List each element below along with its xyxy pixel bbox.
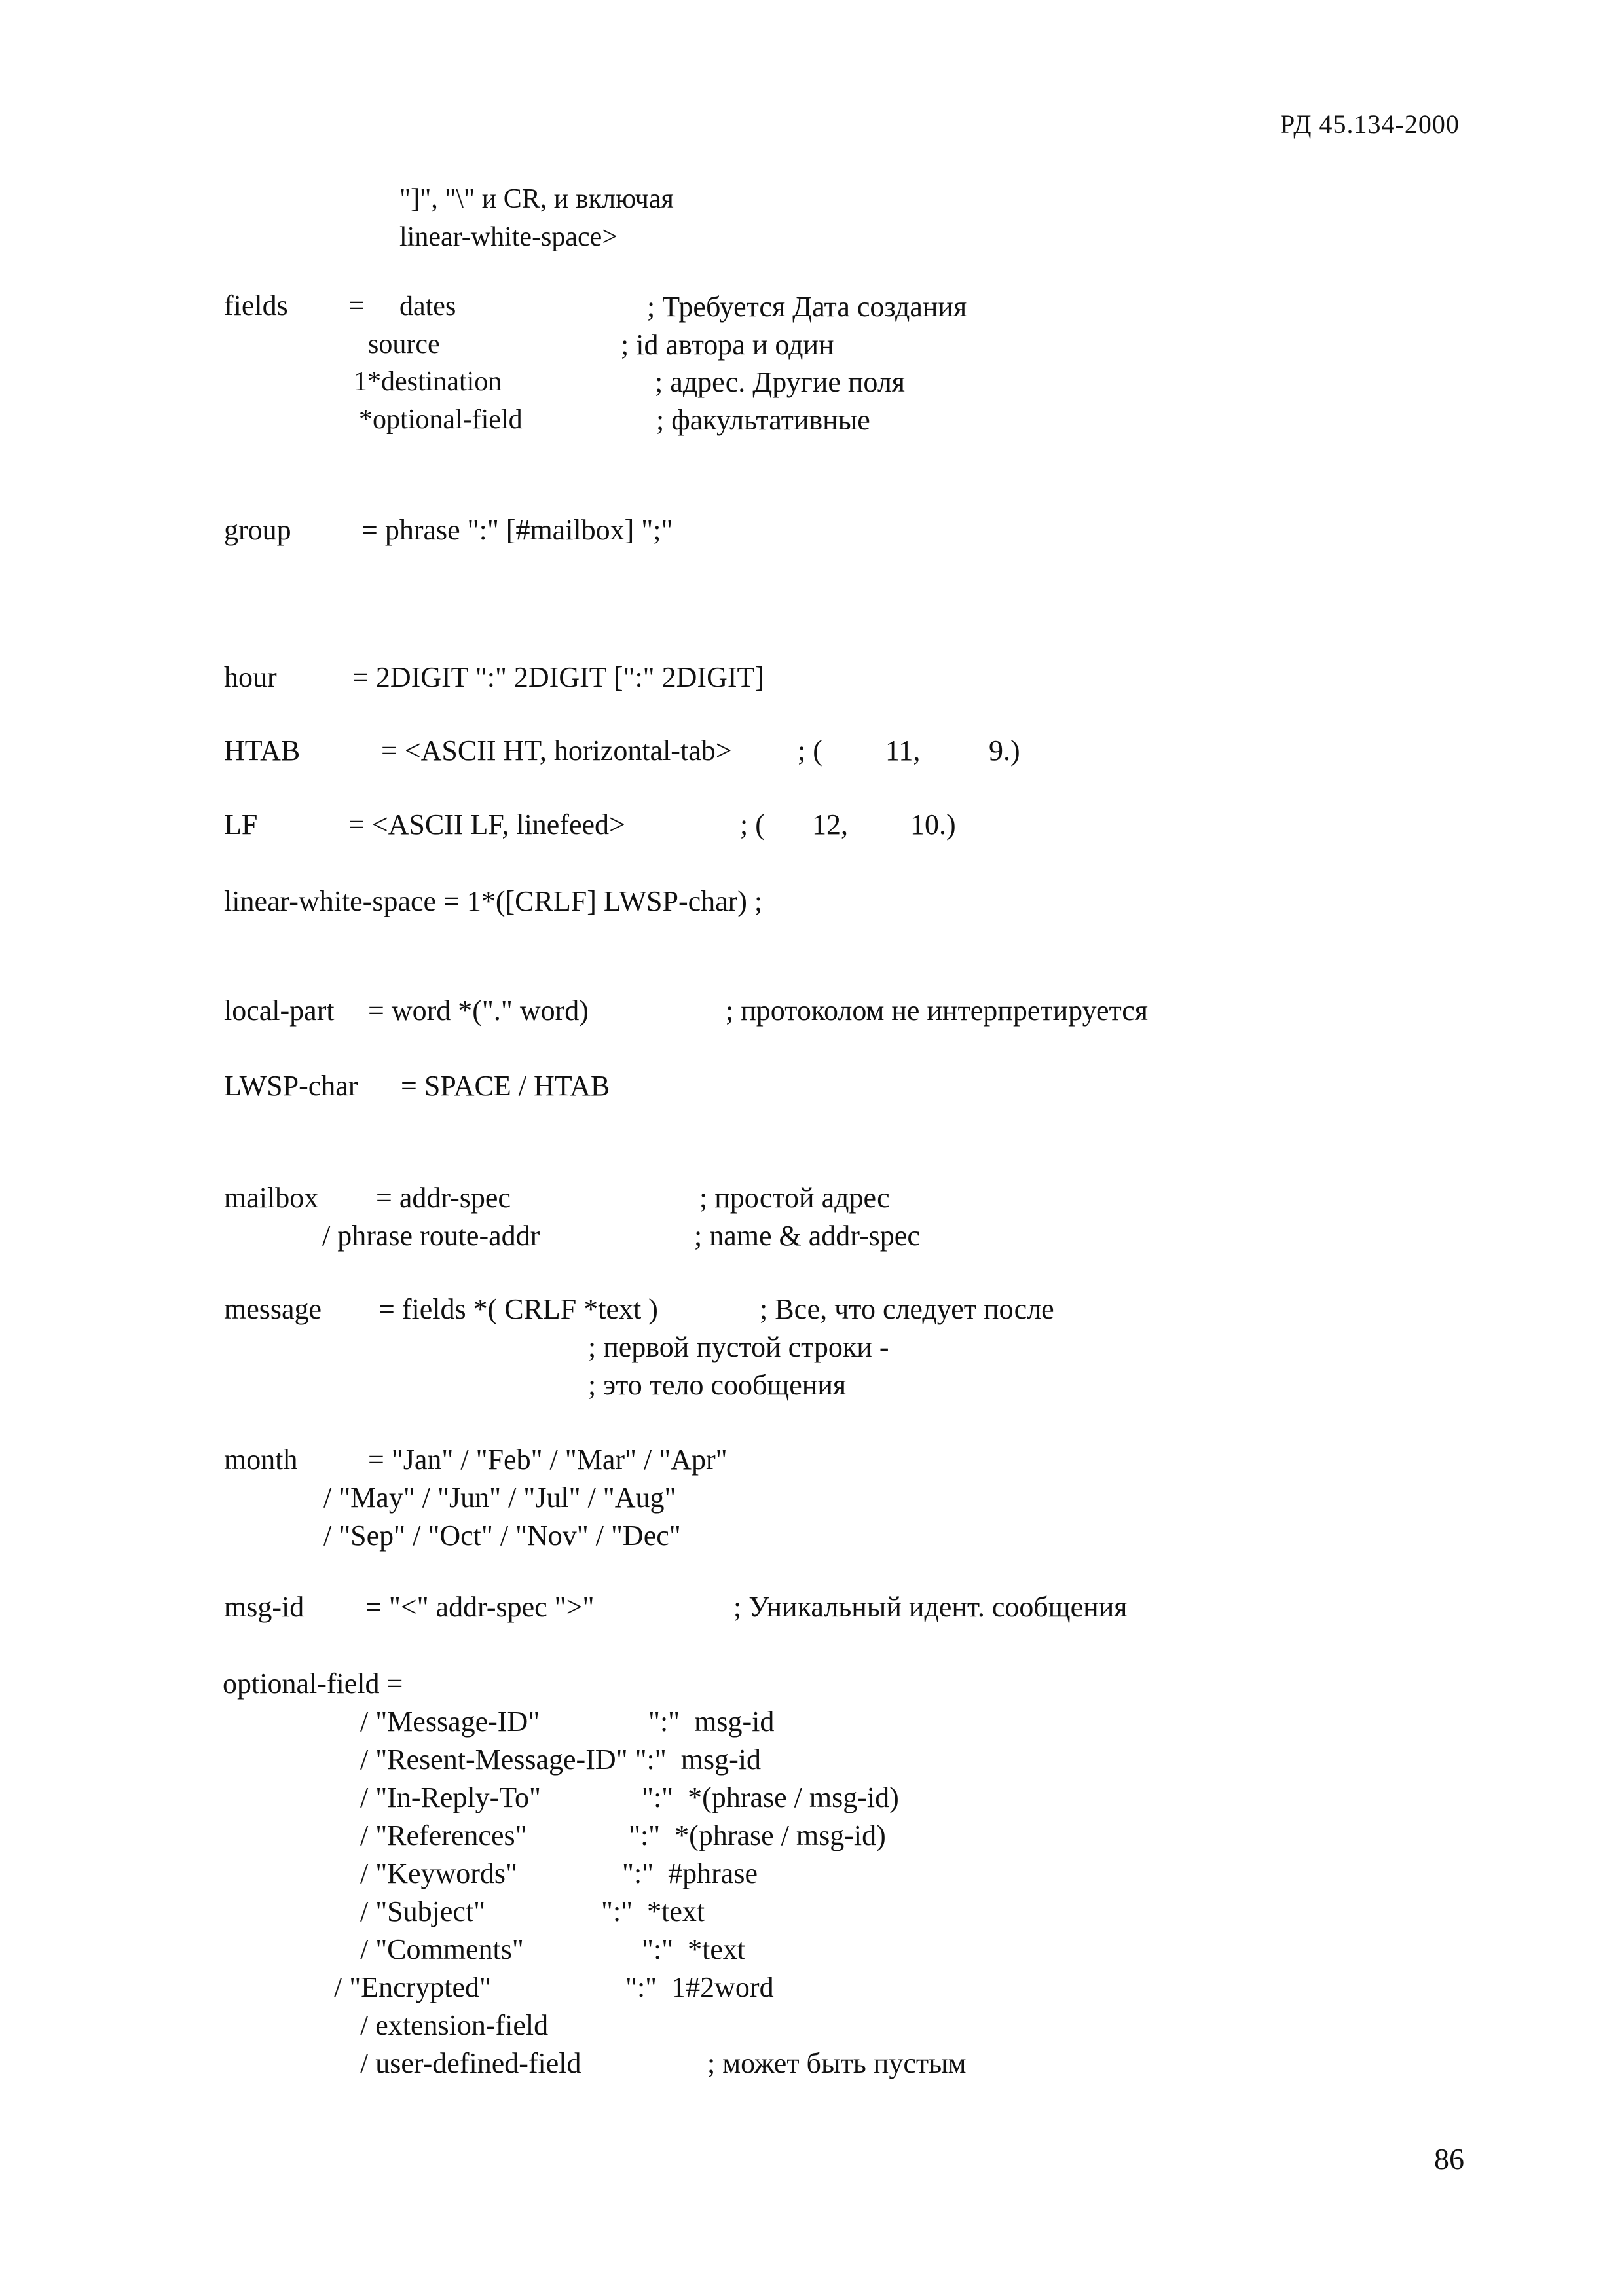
optional-field-alt: / user-defined-field bbox=[360, 2047, 581, 2079]
rule-htab-decimal: 9.) bbox=[989, 735, 1020, 767]
rule-mailbox-def: = addr-spec bbox=[376, 1182, 511, 1214]
rule-fields-comment-1: ; Требуется Дата создания bbox=[647, 291, 967, 323]
rule-fields-destination: 1*destination bbox=[354, 367, 502, 397]
rule-message-comment-1: ; Все, что следует после bbox=[760, 1293, 1054, 1325]
rule-local-part-name: local-part bbox=[224, 994, 335, 1027]
optional-field-alt: / "Resent-Message-ID" ":" msg-id bbox=[360, 1743, 761, 1776]
rule-month-line-2: / "May" / "Jun" / "Jul" / "Aug" bbox=[323, 1482, 676, 1514]
rule-htab-def: = <ASCII HT, horizontal-tab> bbox=[381, 735, 732, 767]
optional-field-alt: / "Comments" bbox=[360, 1933, 524, 1965]
rule-hour-name: hour bbox=[224, 661, 277, 693]
rule-group-def: = phrase ":" [#mailbox] ";" bbox=[361, 514, 673, 546]
rule-mailbox-comment-2: ; name & addr-spec bbox=[694, 1220, 920, 1252]
rule-htab-name: HTAB bbox=[224, 735, 301, 767]
rule-fields-source: source bbox=[368, 329, 440, 359]
rule-fields-comment-4: ; факультативные bbox=[656, 404, 870, 436]
optional-field-alt: / "Encrypted" bbox=[334, 1971, 491, 2003]
rule-lf-def: = <ASCII LF, linefeed> bbox=[348, 809, 625, 841]
rule-lf-comment: ; ( bbox=[740, 809, 765, 841]
rule-message-name: message bbox=[224, 1293, 322, 1325]
rule-lwsp-char-name: LWSP-char bbox=[224, 1070, 358, 1102]
rule-fields-optional: *optional-field bbox=[359, 405, 523, 435]
optional-field-alt: / "Keywords" bbox=[360, 1857, 518, 1889]
optional-field-value: ":" #phrase bbox=[622, 1857, 758, 1889]
rule-mailbox-comment-1: ; простой адрес bbox=[699, 1182, 890, 1214]
rule-month-line-3: / "Sep" / "Oct" / "Nov" / "Dec" bbox=[323, 1520, 681, 1552]
optional-field-value: ":" *(phrase / msg-id) bbox=[629, 1819, 886, 1851]
rule-msg-id-name: msg-id bbox=[224, 1591, 304, 1623]
rule-local-part-def: = word *("." word) bbox=[368, 994, 589, 1027]
optional-field-alt: / extension-field bbox=[360, 2009, 549, 2041]
optional-field-alt: / "In-Reply-To" bbox=[360, 1781, 542, 1813]
rule-fields-eq: = bbox=[348, 289, 365, 321]
optional-field-value: ":" msg-id bbox=[648, 1705, 775, 1738]
rule-msg-id-def: = "<" addr-spec ">" bbox=[365, 1591, 595, 1623]
rule-fields-comment-2: ; id автора и один bbox=[621, 329, 834, 361]
optional-field-alt: / "Message-ID" bbox=[360, 1705, 540, 1738]
page-number: 86 bbox=[1434, 2142, 1464, 2176]
optional-field-value: ":" *(phrase / msg-id) bbox=[642, 1781, 899, 1813]
rule-linear-white-space: linear-white-space = 1*([CRLF] LWSP-char) ; bbox=[224, 885, 763, 917]
rule-lf-octal: 12, bbox=[812, 809, 848, 841]
rule-month-line-1: = "Jan" / "Feb" / "Mar" / "Apr" bbox=[368, 1444, 728, 1476]
rule-optional-field-head: optional-field = bbox=[223, 1667, 403, 1700]
intro-line-2: linear-white-space> bbox=[399, 222, 618, 252]
optional-field-value: ":" 1#2word bbox=[625, 1971, 774, 2003]
optional-field-value: ":" *text bbox=[601, 1895, 705, 1927]
document-code: РД 45.134-2000 bbox=[1280, 109, 1460, 139]
rule-msg-id-comment: ; Уникальный идент. сообщения bbox=[733, 1591, 1128, 1623]
rule-lwsp-char-def: = SPACE / HTAB bbox=[401, 1070, 610, 1102]
rule-mailbox-alt: / phrase route-addr bbox=[322, 1220, 540, 1252]
intro-line-1: "]", "\" и CR, и включая bbox=[399, 184, 674, 214]
rule-message-comment-3: ; это тело сообщения bbox=[588, 1369, 847, 1401]
rule-htab-octal: 11, bbox=[885, 735, 921, 767]
optional-field-value: ":" *text bbox=[642, 1933, 746, 1965]
rule-hour-def: = 2DIGIT ":" 2DIGIT [":" 2DIGIT] bbox=[352, 661, 765, 693]
rule-fields-comment-3: ; адрес. Другие поля bbox=[655, 366, 906, 398]
rule-htab-comment: ; ( bbox=[798, 735, 822, 767]
rule-mailbox-name: mailbox bbox=[224, 1182, 319, 1214]
rule-month-name: month bbox=[224, 1444, 298, 1476]
optional-field-alt: / "References" bbox=[360, 1819, 527, 1851]
rule-fields-dates: dates bbox=[399, 291, 456, 321]
rule-local-part-comment: ; протоколом не интерпретируется bbox=[726, 994, 1149, 1027]
rule-lf-decimal: 10.) bbox=[910, 809, 956, 841]
rule-group-name: group bbox=[224, 514, 291, 546]
rule-fields-name: fields bbox=[224, 289, 288, 321]
optional-field-alt: / "Subject" bbox=[360, 1895, 486, 1927]
optional-field-comment: ; может быть пустым bbox=[707, 2047, 967, 2079]
rule-lf-name: LF bbox=[224, 809, 258, 841]
rule-message-def: = fields *( CRLF *text ) bbox=[378, 1293, 658, 1325]
rule-message-comment-2: ; первой пустой строки - bbox=[588, 1331, 889, 1363]
